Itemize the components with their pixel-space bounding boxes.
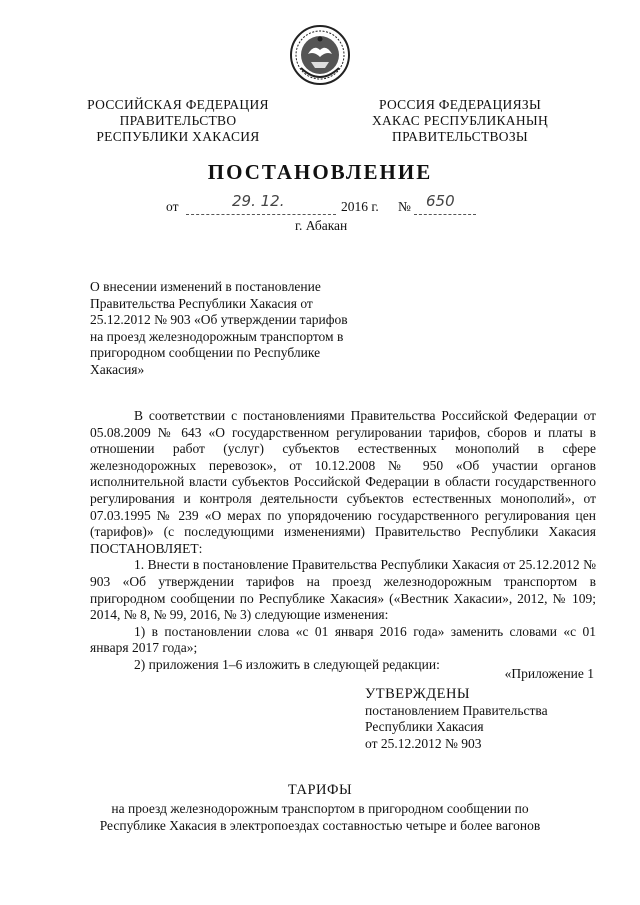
header-left-line: РОССИЙСКАЯ ФЕДЕРАЦИЯ [87, 97, 269, 112]
approval-line: от 25.12.2012 № 903 [365, 735, 482, 751]
tariff-subtitle-line: Республике Хакасия в электропоездах составностью четыре и более вагонов [99, 818, 541, 833]
subject-line: на проезд железнодорожным транспортом в [90, 328, 344, 344]
header-right-line: ХАКАС РЕСПУБЛИКАНЫҢ [371, 113, 549, 128]
header-left-line: ПРАВИТЕЛЬСТВО [119, 113, 237, 128]
body-paragraph-subitem-2: 2) приложения 1–6 изложить в следующей редакции: [134, 656, 440, 672]
body-paragraph-preamble: В соответствии с постановлениями Правительства Российской Федерации от 05.08.2009 № 643 «О государственном регулировании тарифов, сборов и платы в отношении работ (услуг) субъектов естественных монополий в сфере железнодорожных перевозок», от 10.12.2008 № 950 «Об участии органов исполнительной власти субъектов Российской Федерации в области государственного регулирования и контроля деятельности субъектов естественных монополий», от 07.03.1995 № 239 «О мерах по упорядочению государственного регулирования цен (тарифов)» (с последующими изменениями) Правительство Республики Хакасия ПОСТАНОВЛЯЕТ: [90, 408, 596, 556]
tariff-subtitle [60, 800, 580, 834]
body-paragraph-item-1: 1. Внести в постановление Правительства Республики Хакасия от 25.12.2012 № 903 «Об утверждении тарифов на проезд железнодорожным транспортом в пригородном сообщении по Республике Хакасия» («Вестник Хакасии», 2012, № 109; 2014, № 8, № 99, 2016, № 3) следующие изменения: [90, 557, 596, 623]
number-label: № [398, 199, 411, 214]
document-title: ПОСТАНОВЛЕНИЕ [207, 160, 433, 184]
header-left [63, 97, 293, 145]
tariff-title: ТАРИФЫ [287, 782, 353, 798]
handwritten-number: 650 [426, 192, 455, 210]
appendix-label: «Приложение 1 [504, 666, 594, 681]
city-label: г. Абакан [295, 218, 348, 233]
subject-line: Хакасия» [90, 361, 145, 377]
subject-line: О внесении изменений в постановление [90, 279, 321, 294]
approval-block [365, 686, 548, 752]
handwritten-date: 29. 12. [232, 192, 285, 210]
header-right [345, 97, 575, 145]
date-from-label: от [166, 199, 179, 214]
subject-line: 25.12.2012 № 903 «Об утверждении тарифов [90, 312, 348, 328]
approval-title: УТВЕРЖДЕНЫ [365, 686, 471, 702]
document-body [90, 408, 596, 674]
date-underline [186, 214, 336, 215]
subject-line: пригородном сообщении по Республике [90, 345, 321, 361]
number-underline [414, 214, 476, 215]
header-right-line: ПРАВИТЕЛЬСТВОЗЫ [392, 129, 528, 144]
approval-line: Республики Хакасия [365, 719, 484, 735]
document-subject [90, 279, 366, 379]
subject-line: Правительства Республики Хакасия от [90, 295, 313, 311]
header-left-line: РЕСПУБЛИКИ ХАКАСИЯ [96, 129, 260, 144]
approval-line: постановлением Правительства [365, 702, 548, 718]
date-year: 2016 г. [341, 199, 379, 214]
tariff-subtitle-line: на проезд железнодорожным транспортом в пригородном сообщении по [111, 801, 529, 816]
header-right-line: РОССИЯ ФЕДЕРАЦИЯЗЫ [378, 97, 542, 112]
body-paragraph-subitem-1: 1) в постановлении слова «с 01 января 2016 года» заменить словами «с 01 января 2017 года»; [90, 623, 596, 656]
coat-of-arms-emblem [289, 24, 351, 86]
